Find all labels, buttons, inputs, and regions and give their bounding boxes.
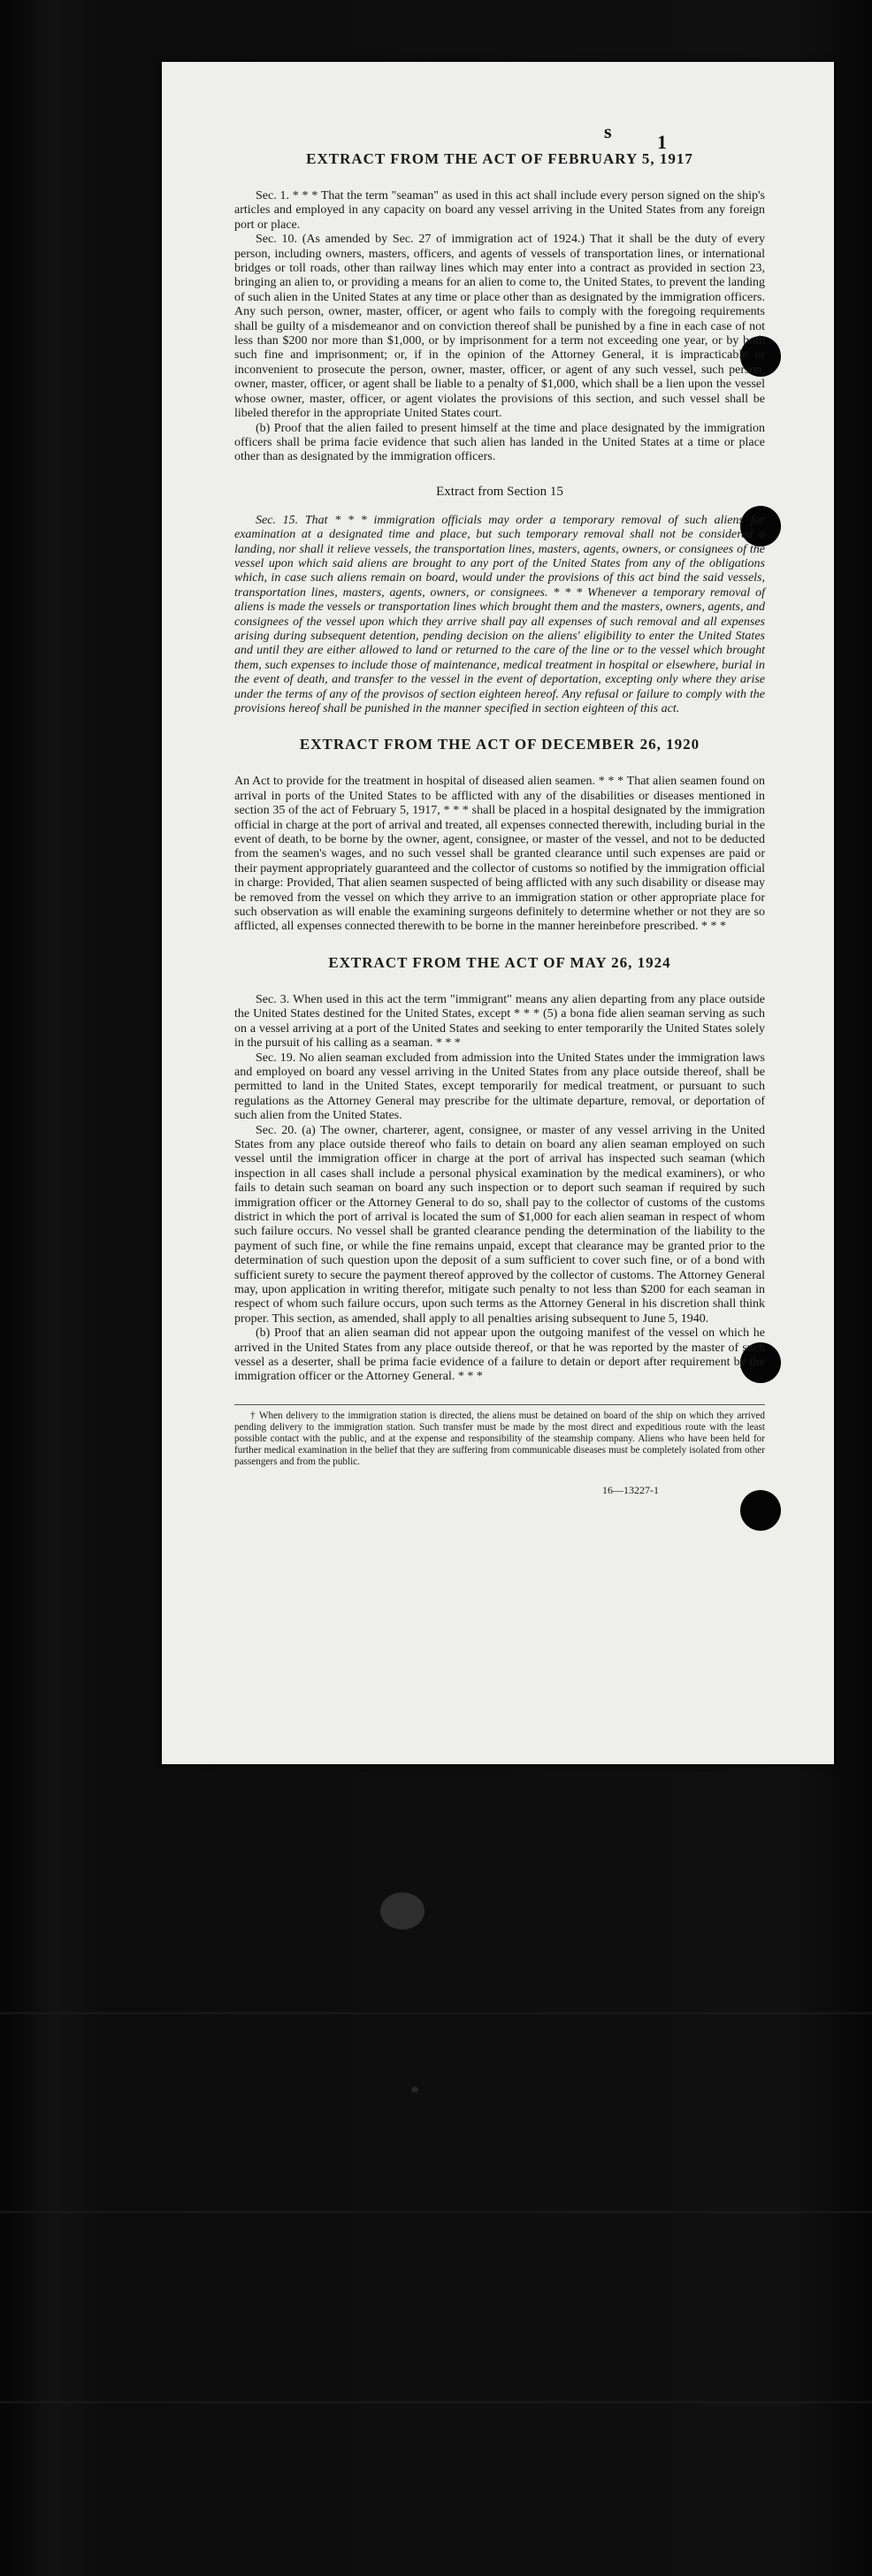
paragraph: Sec. 1. * * * That the term "seaman" as used in this act shall include every person signed on the ship's articles and employed in any capacity on board any vessel arriving in the United States from any foreign port or place. xyxy=(234,189,765,232)
section-act-1920 xyxy=(234,736,765,934)
footnote xyxy=(234,1404,765,1468)
document-number: 16—13227-1 xyxy=(602,1483,659,1496)
section-extract-15 xyxy=(234,485,765,717)
film-scratch xyxy=(0,2401,872,2404)
section-title: EXTRACT FROM THE ACT OF DECEMBER 26, 1920 xyxy=(299,736,700,753)
paragraph: Sec. 3. When used in this act the term "immigrant" means any alien departing from any place outside the United States destined for the United States, except * * * (5) a bona fide alien seaman serving as such on a vessel arriving at a port of the United States and seeking to enter temporarily the United States solely in the pursuit of his calling as a seaman. * * * xyxy=(234,992,765,1051)
paragraph: Sec. 15. That * * * immigration officials may order a temporary removal of such aliens for examination at a designated time and place, but such temporary removal shall not be considered a landing, nor shall it relieve vessels, the transportation lines, masters, agents, owners, or consignees of the vessel upon which said aliens are brought to any port of the United States from any of the obligations which, in case such aliens remain on board, would under the provisions of this act bind the said vessels, transportation lines, masters, agents, owners, or consignees. * * * Whenever a temporary removal of aliens is made the vessels or transportation lines which brought them and the masters, owners, agents, and consignees of the vessel upon which they arrive shall pay all expenses of such removal and all expenses arising during subsequent detention, pending decision on the aliens' eligibility to enter the United States and until they are either allowed to land or returned to the care of the line or to the vessel which brought them, such expenses to include those of maintenance, medical treatment in hospital or elsewhere, burial in the event of death, and transfer to the vessel in the event of deportation, excepting only where they arise under the terms of any of the provisos of section eighteen hereof. Any refusal or failure to comply with the provisions hereof shall be punished in the manner specified in section eighteen of this act. xyxy=(234,513,765,715)
document-body xyxy=(234,150,765,1497)
footnote-text: † When delivery to the immigration station is directed, the aliens must be detained on board of the ship on which they arrived pending delivery to the immigration station. Such transfer must be made by the most direct and expeditious route with the least possible contact with the public, and at the expense and responsibility of the steamship company. Aliens who have been held for further medical examination in the belief that they are suffering from communicable diseases must be completely isolated from other passengers and from the public. xyxy=(234,1410,765,1467)
paragraph: (b) Proof that the alien failed to present himself at the time and place designated by the immigration officers shall be prima facie evidence that such alien has landed in the United States at a time or place other than as designated by the immigration officers. xyxy=(234,421,765,464)
section-subtitle: Extract from Section 15 xyxy=(436,484,563,499)
paragraph: Sec. 19. No alien seaman excluded from admission into the United States under the immigration laws and employed on board any vessel arriving in the United States from any place outside thereof, shall be permitted to land in the United States, except temporarily for medical treatment, or pursuant to such regulations as the Attorney General may prescribe for the ultimate departure, removal, or deportation of such alien from the United States. xyxy=(234,1051,765,1123)
section-title: EXTRACT FROM THE ACT OF FEBRUARY 5, 1917 xyxy=(306,150,693,167)
dust-speck xyxy=(411,2087,418,2092)
document-page xyxy=(162,62,834,1764)
top-mark: 1 xyxy=(657,131,667,153)
section-act-1917 xyxy=(234,150,765,465)
paragraph: Sec. 20. (a) The owner, charterer, agent, consignee, or master of any vessel arriving in the United States from any place outside thereof who fails to detain on board any alien seaman employed on such vessel until the immigration officer in charge at the port of arrival has inspected such seaman (which inspection in all cases shall include a personal physical examination by the medical examiners), or who fails to detain such seaman on board any such inspection or to deport such seaman if required by such immigration officer or the Attorney General to do so, shall pay to the collector of customs of the customs district in which the port of arrival is located the sum of $1,000 for each alien seaman in respect of whom such failure occurs. No vessel shall be granted clearance pending the determination of the liability to the payment of such fine, or while the fine remains unpaid, except that clearance may be granted prior to the determination of such question upon the deposit of a sum sufficient to cover such fine, or of a bond with sufficient surety to secure the payment thereof approved by the collector of customs. The Attorney General may, upon application in writing therefor, mitigate such penalty to not less than $200 for each seaman in respect of whom such failure occurs, upon such terms as the Attorney General in his discretion shall think proper. This section, as amended, shall apply to all penalties arising subsequent to June 5, 1940. xyxy=(234,1123,765,1326)
top-mark: s xyxy=(604,120,612,142)
paragraph: Sec. 10. (As amended by Sec. 27 of immigration act of 1924.) That it shall be the duty of every person, including owners, masters, officers, and agents of vessels of transportation lines, or international bridges or toll roads, other than railway lines which may enter into a contract as provided in section 23, bringing an alien to, or providing a means for an alien to come to, the United States, to prevent the landing of such alien in the United States at any time or place other than as designated by the immigration officers. Any such person, owner, master, officer, or agent who fails to comply with the foregoing requirements shall be guilty of a misdemeanor and on conviction thereof shall be punished by a fine in each case of not less than $200 nor more than $1,000, or by imprisonment for a term not exceeding one year, or by both such fine and imprisonment; or, if in the opinion of the Attorney General, it is impracticable or inconvenient to prosecute the person, owner, master, officer, or agent of any such vessel, such person, owner, master, officer, or agent shall be liable to a penalty of $1,000, which shall be a lien upon the vessel whose owner, master, officer, or agent violates the provisions of this section, and such vessel shall be libeled therefor in the appropriate United States court. xyxy=(234,233,765,421)
section-title: EXTRACT FROM THE ACT OF MAY 26, 1924 xyxy=(328,953,671,971)
film-scratch xyxy=(0,2012,872,2014)
film-scratch xyxy=(0,2211,872,2213)
section-act-1924 xyxy=(234,954,765,1385)
paragraph: An Act to provide for the treatment in hospital of diseased alien seamen. * * * That alien seamen found on arrival in ports of the United States to be afflicted with any of the disabilities or diseases mentioned in section 35 of the act of February 5, 1917, * * * shall be placed in a hospital designated by the immigration official in charge at the port of arrival and treated, all expenses connected therewith, including burial in the event of death, to be borne by the owner, agent, consignee, or master of the vessel, and not to be deducted from the seamen's wages, and no such vessel shall be granted clearance until such expenses are paid or their payment appropriately guaranteed and the collector of customs so notified by the immigration official in charge: Provided, That alien seamen suspected of being afflicted with any such disability or disease may be removed from the vessel on which they arrive to an immigration station or other appropriate place for such observation as will enable the examining surgeons definitely to determine whether or not they are so afflicted, all expenses connected therewith to be borne in the manner hereinbefore prescribed. * * * xyxy=(234,775,765,934)
paragraph: (b) Proof that an alien seaman did not appear upon the outgoing manifest of the vessel on which he arrived in the United States from any place outside thereof, or that he was reported by the master of such vessel as a deserter, shall be prima facie evidence of a failure to detain or deport after requirement by the immigration officer or the Attorney General. * * * xyxy=(234,1326,765,1384)
dust-speck xyxy=(380,1892,425,1930)
